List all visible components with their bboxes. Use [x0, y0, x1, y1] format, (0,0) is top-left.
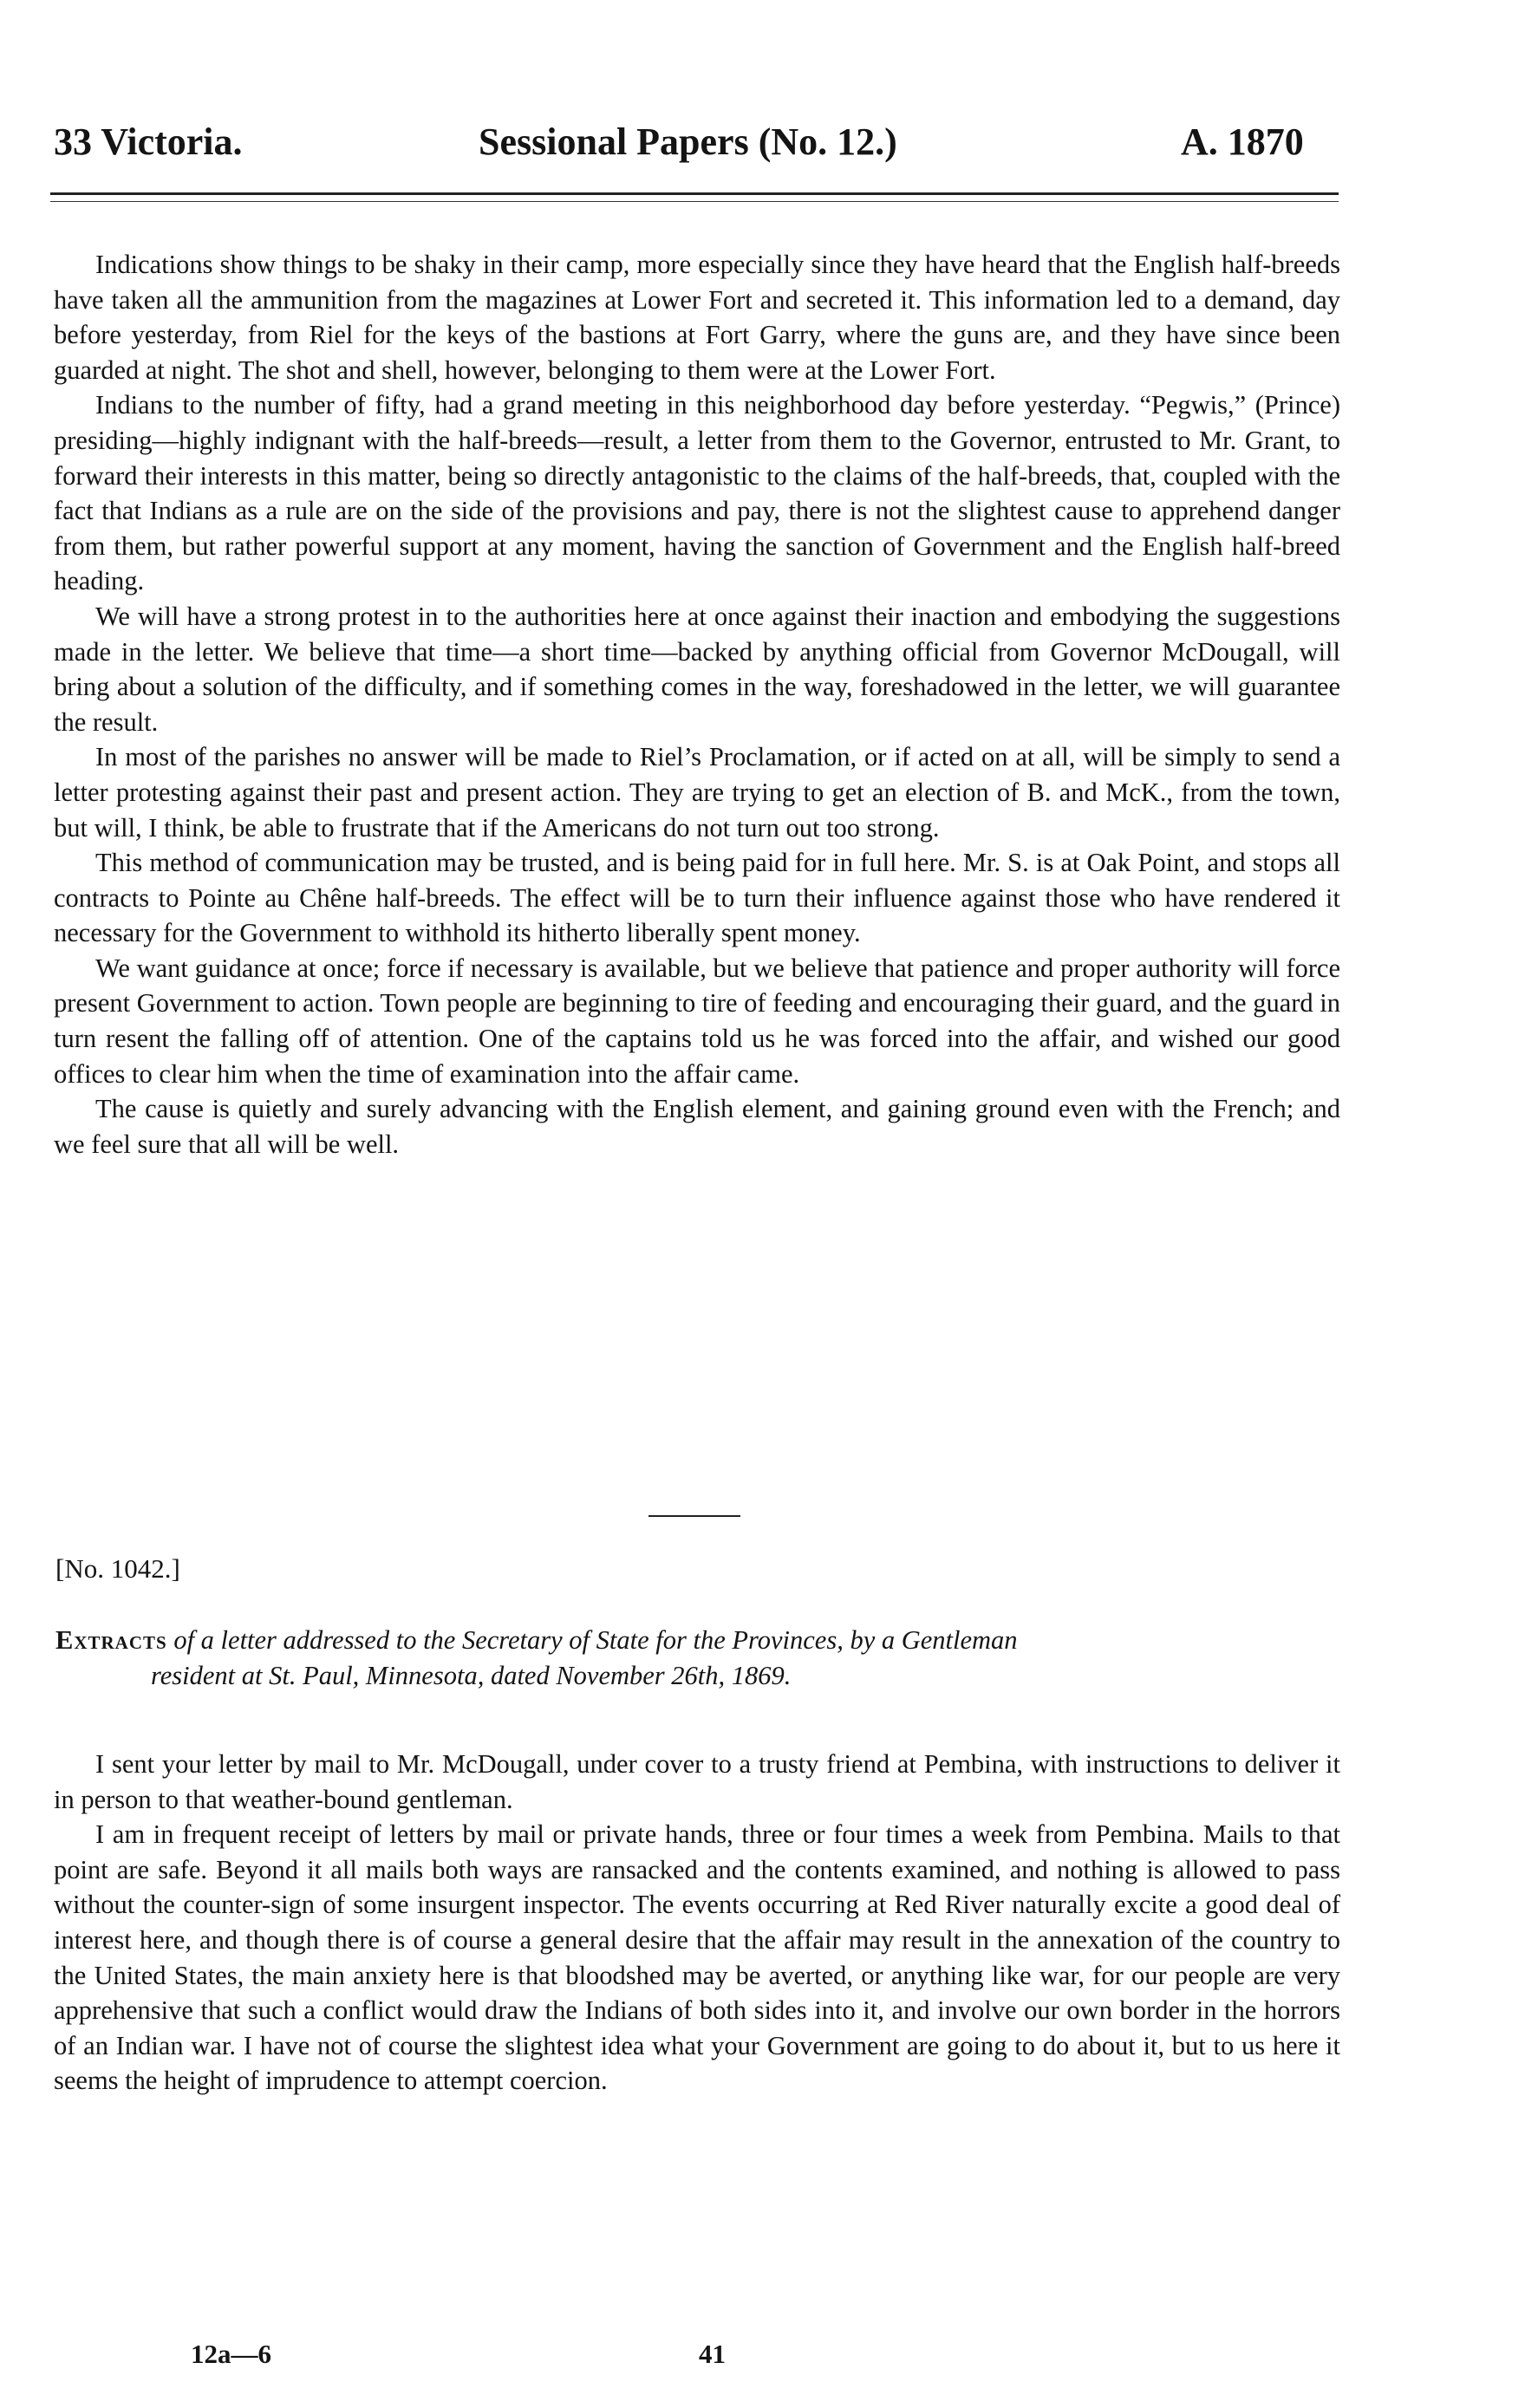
paragraph: This method of communication may be trusted, and is being paid for in full here. Mr. S. is at Oak Point, and stops all contracts to Pointe au Chêne half-breeds. The effect will be to turn their influence against those who have rendered it necessary for the Government to withhold its hitherto liberally spent money. [54, 848, 1340, 948]
session-label: 33 Victoria. [54, 120, 243, 163]
extract-heading-line2: resident at St. Paul, Minnesota, dated November 26th, 1869. [151, 1660, 792, 1690]
paragraph: In most of the parishes no answer will be made to Riel’s Proclamation, or if acted on at all, will be simply to send a letter protesting against their past and present action. They are trying to get an election of B. and McK., from the town, but will, I think, be able to frustrate that if the Americans do not turn out too strong. [54, 742, 1340, 843]
paragraph: The cause is quietly and surely advancing with the English element, and gaining ground even with the French; and we feel sure that all will be well. [54, 1094, 1340, 1159]
signature-mark: 12a—6 [191, 2339, 271, 2369]
section-divider [648, 1515, 740, 1517]
paragraph: We will have a strong protest in to the authorities here at once against their inaction and embodying the suggestions made in the letter. We believe that time—a short time—backed by anything official from Governor McDougall, will bring about a solution of the difficulty, and if something comes in the way, foreshadowed in the letter, we will guarantee the result. [54, 601, 1340, 737]
header-rule-thick [50, 192, 1339, 195]
publication-title: Sessional Papers (No. 12.) [479, 120, 897, 163]
header-rule-thin [50, 201, 1339, 202]
paragraph: I sent your letter by mail to Mr. McDougall, under cover to a trusty friend at Pembina, with instructions to deliver it in person to that weather-bound gentleman. [54, 1749, 1340, 1814]
document-number: [No. 1042.] [55, 1553, 180, 1584]
extract-heading-line1: of a letter addressed to the Secretary of State for the Provinces, by a Gentleman [166, 1625, 1018, 1655]
letter-continuation [54, 247, 1340, 1162]
extract-heading-lead: Extracts [55, 1625, 167, 1655]
paragraph: Indications show things to be shaky in their camp, more especially since they have heard that the English half-breeds have taken all the ammunition from the magazines at Lower Fort and secreted it. This information led to a demand, day before yesterday, from Riel for the keys of the bastions at Fort Garry, where the guns are, and they have since been guarded at night. The shot and shell, however, belonging to them were at the Lower Fort. [54, 250, 1340, 385]
page-number: 41 [699, 2339, 726, 2369]
page-header [54, 120, 1354, 172]
extract-heading [55, 1623, 1342, 1693]
extract-letter [54, 1747, 1340, 2099]
paragraph: We want guidance at once; force if necessary is available, but we believe that patience and proper authority will force present Government to action. Town people are beginning to tire of feeding and encouraging their guard, and the guard in turn resent the falling off of attention. One of the captains told us he was forced into the affair, and wished our good offices to clear him when the time of examination into the affair came. [54, 953, 1340, 1089]
year-label: A. 1870 [1181, 120, 1304, 163]
paragraph: I am in frequent receipt of letters by mail or private hands, three or four times a week from Pembina. Mails to that point are safe. Beyond it all mails both ways are ransacked and the contents examined, and nothing is allowed to pass without the counter-sign of some insurgent inspector. The events occurring at Red River naturally excite a good deal of interest here, and though there is of course a general desire that the affair may result in the annexation of the country to the United States, the main anxiety here is that bloodshed may be averted, or anything like war, for our people are very apprehensive that such a conflict would draw the Indians of both sides into it, and involve our own border in the horrors of an Indian war. I have not of course the slightest idea what your Government are going to do about it, but to us here it seems the height of imprudence to attempt coercion. [54, 1819, 1340, 2096]
paragraph: Indians to the number of fifty, had a grand meeting in this neighborhood day before yesterday. “Pegwis,” (Prince) presiding—highly indignant with the half-breeds—result, a letter from them to the Governor, entrusted to Mr. Grant, to forward their interests in this matter, being so directly antagonistic to the claims of the half-breeds, that, coupled with the fact that Indians as a rule are on the side of the provisions and pay, there is not the slightest cause to apprehend danger from them, but rather powerful support at any moment, having the sanction of Government and the English half-breed heading. [54, 390, 1340, 596]
